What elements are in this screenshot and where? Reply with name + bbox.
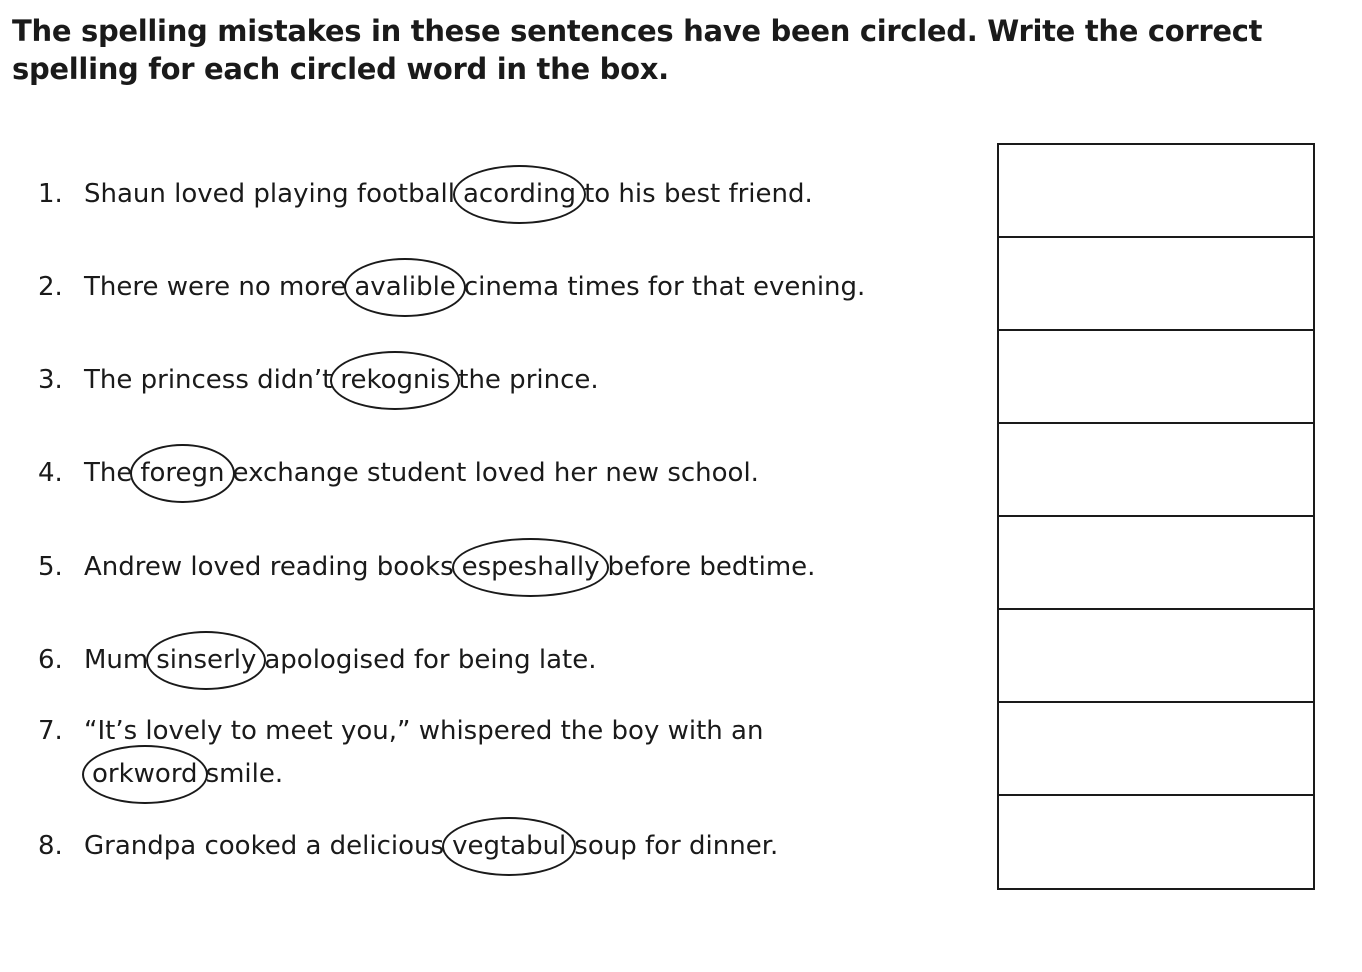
question-4 bbox=[38, 452, 938, 495]
circled-word: rekognis bbox=[334, 359, 456, 402]
answer-box-2[interactable] bbox=[999, 238, 1313, 331]
question-number: 7. bbox=[38, 716, 63, 746]
answer-box-7[interactable] bbox=[999, 703, 1313, 796]
sentence-before: “It’s lovely to meet you,” whispered the boy with an bbox=[84, 716, 764, 746]
question-number: 8. bbox=[38, 831, 63, 861]
circled-word: espeshally bbox=[456, 546, 606, 589]
answer-box-3[interactable] bbox=[999, 331, 1313, 424]
question-number: 3. bbox=[38, 365, 63, 395]
question-7 bbox=[38, 710, 938, 796]
answer-box-5[interactable] bbox=[999, 517, 1313, 610]
question-3 bbox=[38, 359, 938, 402]
sentence-after: cinema times for that evening. bbox=[463, 272, 866, 302]
sentence-before: There were no more bbox=[84, 272, 347, 302]
answer-box-1[interactable] bbox=[999, 145, 1313, 238]
question-number: 1. bbox=[38, 179, 63, 209]
sentence-after: exchange student loved her new school. bbox=[232, 458, 759, 488]
sentence-after: smile. bbox=[205, 759, 284, 789]
circled-word: vegtabul bbox=[446, 825, 572, 868]
answer-box-8[interactable] bbox=[999, 796, 1313, 888]
sentence-after: the prince. bbox=[458, 365, 599, 395]
sentence-before: The princess didn’t bbox=[84, 365, 333, 395]
sentence-before: The bbox=[84, 458, 133, 488]
question-number: 6. bbox=[38, 645, 63, 675]
sentence-after: to his best friend. bbox=[584, 179, 813, 209]
sentence-before: Shaun loved playing football bbox=[84, 179, 455, 209]
sentence-before: Andrew loved reading books bbox=[84, 552, 454, 582]
question-1 bbox=[38, 173, 938, 216]
answer-box-6[interactable] bbox=[999, 610, 1313, 703]
sentence-after: soup for dinner. bbox=[574, 831, 779, 861]
question-8 bbox=[38, 825, 938, 868]
answer-boxes bbox=[997, 143, 1315, 890]
sentence-before: Mum bbox=[84, 645, 149, 675]
answer-box-4[interactable] bbox=[999, 424, 1313, 517]
circled-word: avalible bbox=[348, 266, 461, 309]
circled-word: sinserly bbox=[150, 639, 262, 682]
question-6 bbox=[38, 639, 938, 682]
instructions: The spelling mistakes in these sentences have been circled. Write the correct spelling for each circled word in the box. bbox=[12, 14, 1263, 86]
circled-word: orkword bbox=[86, 753, 204, 796]
question-number: 4. bbox=[38, 458, 63, 488]
question-number: 5. bbox=[38, 552, 63, 582]
circled-word: foregn bbox=[134, 452, 230, 495]
question-2 bbox=[38, 266, 938, 309]
circled-word: acording bbox=[457, 173, 582, 216]
sentence-after: apologised for being late. bbox=[264, 645, 597, 675]
sentence-before: Grandpa cooked a delicious bbox=[84, 831, 445, 861]
question-number: 2. bbox=[38, 272, 63, 302]
sentence-after: before bedtime. bbox=[607, 552, 816, 582]
question-5 bbox=[38, 546, 938, 589]
